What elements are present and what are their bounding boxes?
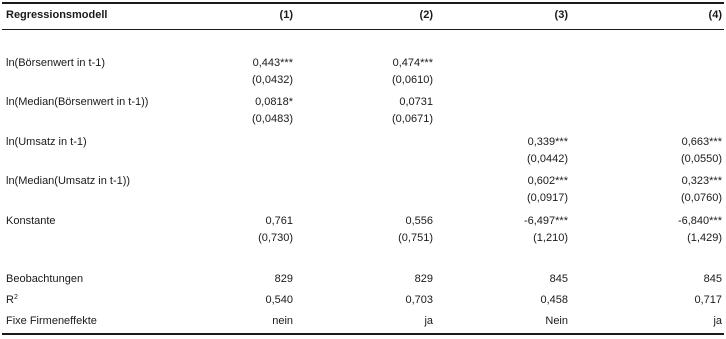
se-cell: (0,0671): [392, 113, 433, 125]
coef-cell: -6,497***: [523, 215, 568, 227]
se-cell: (0,0442): [527, 153, 568, 165]
coef-cell: 0,474***: [392, 57, 433, 69]
regression-table: [2, 2, 724, 335]
coef-cell: 0,761: [265, 215, 293, 227]
header-col-4: (4): [708, 9, 722, 21]
coef-cell: 0,556: [405, 215, 433, 227]
row-label: ln(Median(Umsatz in t-1)): [6, 175, 131, 187]
row-label: Konstante: [6, 215, 56, 227]
header-rule: [2, 29, 724, 30]
stats-label: [6, 293, 18, 308]
coef-cell: 0,0731: [399, 96, 433, 108]
stats-cell: 0,703: [405, 294, 433, 306]
top-rule: [2, 2, 724, 4]
stats-row-fixed-effects: [2, 314, 724, 329]
se-cell: (1,210): [533, 232, 568, 244]
table-row-se: [2, 231, 724, 246]
stats-cell: nein: [272, 315, 293, 327]
se-cell: (0,0550): [681, 153, 722, 165]
header-col-3: (3): [554, 9, 568, 21]
table-row-se: [2, 152, 724, 167]
coef-cell: 0,339***: [527, 136, 568, 148]
header-row: [2, 8, 724, 23]
stats-cell: 845: [703, 273, 722, 285]
coef-cell: -6,840***: [677, 215, 722, 227]
se-cell: (0,751): [398, 232, 433, 244]
row-label: ln(Börsenwert in t-1): [6, 57, 106, 69]
row-label: ln(Umsatz in t-1): [6, 136, 87, 148]
stats-row-observations: [2, 272, 724, 287]
coef-cell: 0,602***: [527, 175, 568, 187]
coef-cell: 0,323***: [681, 175, 722, 187]
header-col-2: (2): [419, 9, 433, 21]
table-row: [2, 56, 724, 71]
coef-cell: 0,663***: [681, 136, 722, 148]
table-row: [2, 95, 724, 110]
stats-cell: 829: [274, 273, 293, 285]
se-cell: (0,0610): [392, 74, 433, 86]
r-squared-exponent: 2: [13, 294, 18, 301]
stats-cell: ja: [713, 315, 722, 327]
table-row: [2, 174, 724, 189]
se-cell: (0,0483): [252, 113, 293, 125]
se-cell: (0,0917): [527, 192, 568, 204]
stats-cell: 0,458: [540, 294, 568, 306]
se-cell: (0,0432): [252, 74, 293, 86]
bottom-rule: [2, 333, 724, 335]
table-row-se: [2, 112, 724, 127]
stats-cell: Nein: [545, 315, 568, 327]
coef-cell: 0,0818*: [255, 96, 293, 108]
se-cell: (1,429): [687, 232, 722, 244]
table-row: [2, 214, 724, 229]
row-label: ln(Median(Börsenwert in t-1)): [6, 96, 149, 108]
stats-cell: 0,540: [265, 294, 293, 306]
stats-label: Fixe Firmeneffekte: [6, 315, 97, 327]
coef-cell: 0,443***: [252, 57, 293, 69]
stats-cell: 829: [414, 273, 433, 285]
stats-cell: 0,717: [694, 294, 722, 306]
stats-row-r-squared: [2, 293, 724, 308]
header-col-1: (1): [279, 9, 293, 21]
se-cell: (0,0760): [681, 192, 722, 204]
table-row: [2, 135, 724, 150]
stats-label: Beobachtungen: [6, 273, 84, 285]
se-cell: (0,730): [258, 232, 293, 244]
table-row-se: [2, 191, 724, 206]
stats-cell: 845: [549, 273, 568, 285]
r-squared-base: R: [6, 294, 14, 306]
table-row-se: [2, 73, 724, 88]
stats-cell: ja: [424, 315, 433, 327]
header-label: Regressionsmodell: [6, 9, 108, 21]
